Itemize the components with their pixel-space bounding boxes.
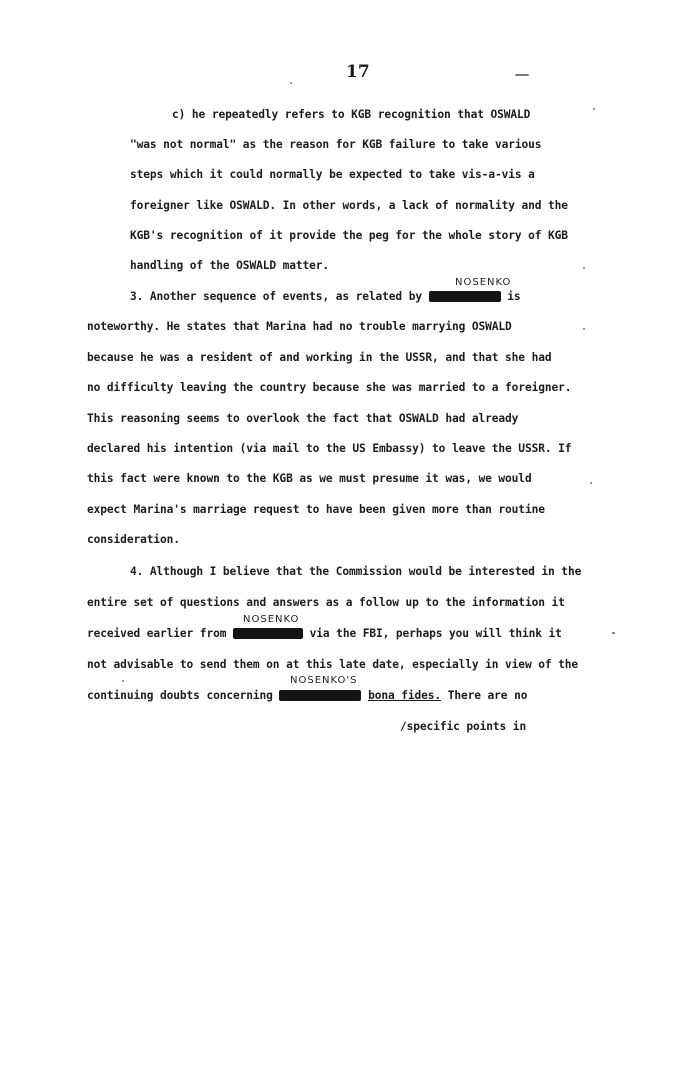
para-4-line-2: entire set of questions and answers as a follow up to the information it — [87, 596, 565, 609]
para-3-line-4: no difficulty leaving the country because she was married to a foreigner. — [87, 381, 572, 394]
para-4-line-3 — [87, 627, 562, 640]
para-c-line-1: c) he repeatedly refers to KGB recognition that OSWALD — [172, 108, 531, 121]
scan-speck — [583, 328, 585, 330]
para-4-line-3-text: received earlier from — [87, 627, 227, 640]
page-number: 17 — [346, 62, 370, 82]
scan-speck — [583, 267, 585, 269]
para-3-line-5: This reasoning seems to overlook the fact that OSWALD had already — [87, 412, 519, 425]
para-c-line-5: KGB's recognition of it provide the peg for the whole story of KGB — [130, 229, 568, 242]
redaction-bar — [233, 628, 303, 639]
para-3-line-3: because he was a resident of and working in the USSR, and that she had — [87, 351, 552, 364]
para-c-line-4: foreigner like OSWALD. In other words, a lack of normality and the — [130, 199, 568, 212]
para-4-line-5-text: continuing doubts concerning — [87, 689, 273, 702]
para-c-line-6: handling of the OSWALD matter. — [130, 259, 330, 272]
para-3-line-1-tail: is — [507, 290, 521, 303]
scan-speck — [290, 82, 292, 84]
scan-speck — [122, 680, 124, 682]
para-4-line-5 — [87, 689, 527, 702]
handwritten-nosenko-2: NOSENKO — [243, 614, 300, 625]
handwritten-nosenko-1: NOSENKO — [455, 277, 512, 288]
para-3-line-8: expect Marina's marriage request to have been given more than routine — [87, 503, 545, 516]
para-c-line-2: "was not normal" as the reason for KGB failure to take various — [130, 138, 542, 151]
para-4-line-1: 4. Although I believe that the Commission would be interested in the — [130, 565, 582, 578]
scan-speck — [593, 108, 595, 110]
handwritten-nosenko-3: NOSENKO'S — [290, 675, 358, 686]
redaction-bar — [429, 291, 501, 302]
scan-speck — [515, 74, 529, 76]
redaction-bar — [279, 690, 361, 701]
para-3-line-2: noteworthy. He states that Marina had no trouble marrying OSWALD — [87, 320, 512, 333]
para-3-line-1 — [130, 290, 521, 303]
para-4-line-4: not advisable to send them on at this late date, especially in view of the — [87, 658, 579, 671]
para-4-line-5-tail: There are no — [447, 689, 528, 702]
para-3-line-1-text: 3. Another sequence of events, as related by — [130, 290, 422, 303]
para-3-line-6: declared his intention (via mail to the US Embassy) to leave the USSR. If — [87, 442, 572, 455]
para-4-line-3-tail: via the FBI, perhaps you will think it — [309, 627, 562, 640]
para-3-line-7: this fact were known to the KGB as we must presume it was, we would — [87, 472, 532, 485]
para-c-line-3: steps which it could normally be expected to take vis-a-vis a — [130, 168, 535, 181]
scan-speck — [590, 482, 592, 484]
bona-fides-underlined: bona fides. — [368, 689, 442, 702]
scan-speck — [612, 632, 615, 634]
para-3-line-9: consideration. — [87, 533, 180, 546]
para-4-line-6: /specific points in — [400, 720, 527, 733]
